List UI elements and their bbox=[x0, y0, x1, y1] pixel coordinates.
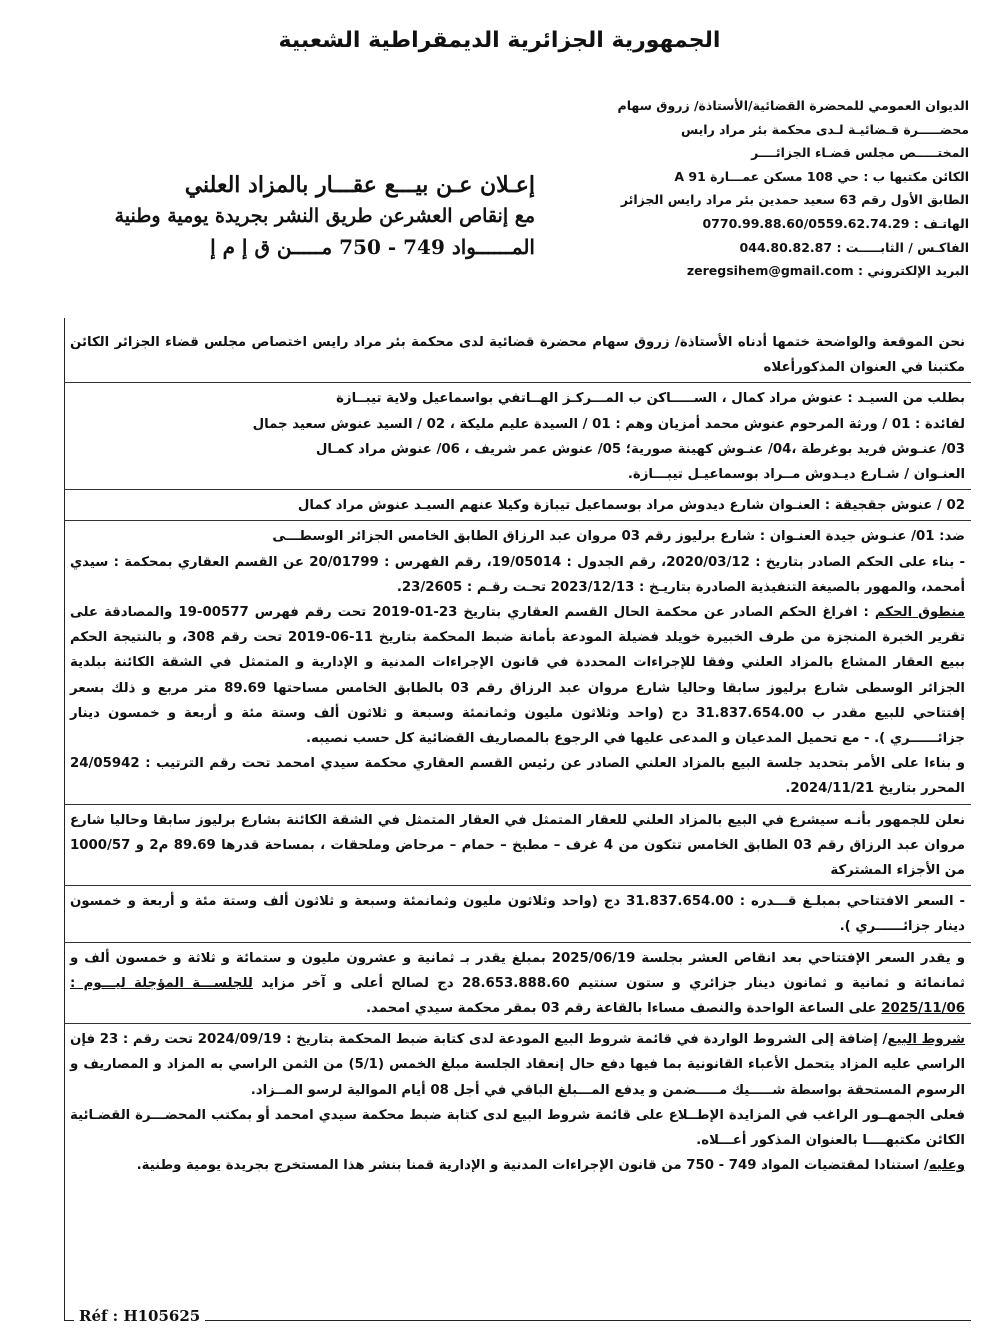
reduced-price-paragraph bbox=[70, 946, 965, 1022]
divider bbox=[64, 520, 971, 521]
divider bbox=[64, 489, 971, 490]
conditions-text: / إضافة إلى الشروط الواردة في قائمة شروط البيع المودعة لدى كتابة ضبط المحكمة بتاريخ : 2024/09/19 تحت رقم : 23 فإن الراسي عليه المزاد يتحمل الأعباء القانونية بما فيها دفع حال إنعقاد الجلسة مبلغ الخمس (5/1) من الثمن الراسي به المزاد و المصاريف و الرسوم المستحقة بواسطة شـــــيك مـــــضمن و يدفع المـــبلغ الباقي في أجل 08 أيام الموالية لرسو المــزاد. bbox=[70, 1032, 965, 1098]
divider bbox=[64, 942, 971, 943]
bailiff-office-block bbox=[549, 94, 969, 283]
announcement-title bbox=[95, 170, 535, 263]
fax-value: 044.80.82.87 bbox=[739, 239, 833, 255]
reference-number: Réf : H105625 bbox=[74, 1307, 205, 1325]
ruling-text: : افراغ الحكم الصادر عن محكمة الحال القسم العقاري بتاريخ 23-01-2019 تحت رقم فهرس 00577-19 والمصادقة على تقرير الخبرة المنجزة من طرف الخبيرة خويلد فضيلة المودعة بأمانة ضبط المحكمة بتاريخ 11-06-2019 تحت رقم 308، و بالنتيجة الحكم ببيع العقار المشاع بالمزاد العلني وفقا للإجراءات المحددة في قانون الإجراءات المدنية و الإدارية و المتمثل في الشقة الكائنة ببلدية الجزائر الوسطى شارع برليوز سابقا وحاليا شارع مروان عبد الرزاق رقم 03 بالطابق الخامس مساحتها 89.69 متر مربع و ذلك بسعر إفتتاحي للبيع مقدر ب 31.837.654.00 دج (واحد وثلاثون مليون وثمانمئة وسبعة و ثلاثون ألف وستة مئة و أربعة و خمسون دينار جزائــــــري ). - مع تحميل المدعيان و المدعى عليها في الرجوع بالمصاريف القضائية كل حسب نصيبه. bbox=[70, 605, 966, 747]
office-line: المختـــــص مجلس قضـاء الجزائــــر bbox=[751, 145, 969, 161]
conditions-paragraph bbox=[70, 1027, 965, 1103]
second-beneficiary-line: 02 / عنوش جقجيقة : العنـوان شارع ديدوش مراد بوسماعيل تيبازة وكيلا عنهم السيـد عنوش مراد كمال bbox=[297, 498, 965, 514]
announcement-body bbox=[70, 330, 965, 1179]
page-border-left bbox=[64, 318, 65, 1320]
order-paragraph: و بناءا على الأمر بتحديد جلسة البيع بالمزاد العلني الصادر عن رئيس القسم العقاري محكمة سيدي امحمد تحت رقم الترتيب : 24/05942 المحرر بتاريخ 2024/11/21. bbox=[70, 756, 965, 797]
beneficiary-line: لفائدة : 01 / ورثة المرحوم عنوش محمد أمزيان وهم : 01 / السيدة عليم مليكة ، 02 / السيد عنوش سعيد جمال bbox=[252, 416, 965, 432]
reduced-price-text: و يقدر السعر الإفتتاحي بعد انقاص العشر بجلسة 2025/06/19 بمبلغ يقدر بـ ثمانية و عشرون مليون و ستمائة و ثلاثة و خمسون ألف و ثمانمائة و ثمانية و ثمانون دينار جزائري و ستون سنتيم 28.653.888.60 دج لصالح أعلى و آخر مزايد bbox=[70, 950, 965, 991]
announcement-line-1: إعـلان عـن بيـــع عقـــار بالمزاد العلني bbox=[184, 172, 535, 198]
against-line: ضد: 01/ عنـوش جيدة العنـوان : شارع برليوز رقم 03 مروان عبد الرزاق الطابق الخامس الجزائر الوسطـــى bbox=[272, 529, 965, 545]
notice-paragraph: نعلن للجمهور بأنـه سيشرع في البيع بالمزاد العلني للعقار المتمثل في العقار المتمثل في الشقة الكائنة بشارع برليوز سابقا وحاليا شارع مروان عبد الرزاق رقم 03 الطابق الخامس تتكون من 4 غرف – مطبخ – حمام – مرحاض وملحقات ، بمساحة قدرها 89.69 م2 و 1000/57 من الأجزاء المشتركة bbox=[70, 812, 965, 879]
address-line: العنـوان / شـارع ديـدوش مــراد بوسماعيـل تيبـــازة. bbox=[627, 467, 965, 483]
email-value: zeregsihem@gmail.com bbox=[686, 263, 854, 279]
email-label: البريد الإلكتروني : bbox=[857, 263, 969, 279]
office-phone bbox=[549, 212, 969, 236]
republic-header: الجمهورية الجزائرية الديمقراطية الشعبية bbox=[278, 28, 721, 53]
office-line: محضـــــرة قـضائيـة لـدى محكمة بئر مراد رايس bbox=[680, 121, 969, 137]
office-fax bbox=[549, 236, 969, 260]
ruling-paragraph bbox=[70, 600, 965, 751]
phone-value: 0770.99.88.60/0559.62.74.29 bbox=[702, 215, 910, 231]
session-details: على الساعة الواحدة والنصف مساءا بالقاعة رقم 03 بمقر محكمة سيدي امحمد. bbox=[366, 1001, 882, 1017]
final-text: / استنادا لمقتضيات المواد 749 - 750 من قانون الإجراءات المدنية و الإدارية قمنا بنشر هذا المستخرج بجريدة يومية وطنية. bbox=[136, 1158, 929, 1174]
intro-paragraph: نحن الموقعة والواضحة ختمها أدناه الأستاذة/ زروق سهام محضرة قضائية لدى محكمة بئر مراد رايس اختصاص مجلس قضاء الجزائر الكائن مكتبنا في العنوان المذكورأعلاه bbox=[70, 335, 965, 376]
office-line: الكائن مكتبها ب : حي 108 مسكن عمـــارة A 91 bbox=[674, 168, 969, 184]
divider bbox=[64, 382, 971, 383]
divider bbox=[64, 885, 971, 886]
conditions-label: شروط البيع bbox=[887, 1032, 965, 1048]
fax-label: الفاكـس / الثابـــــت : bbox=[836, 239, 969, 255]
phone-label: الهاتـف : bbox=[913, 215, 969, 231]
public-paragraph: فعلى الجمهــور الراغب في المزايدة الإطــلاع على قائمة شروط البيع لدى كتابة ضبط محكمة سيدي امحمد أو بمكتب المحضـــرة القضـائية الكائن مكتبهــــا بالعنوان المذكور أعـــلاه. bbox=[70, 1107, 965, 1149]
office-email bbox=[549, 259, 969, 283]
office-line: الطابق الأول رقم 63 سعيد حمدين بئر مراد رايس الجزائر bbox=[620, 192, 969, 208]
announcement-line-3: المــــــواد 749 - 750 مـــــن ق إ م إ bbox=[210, 235, 535, 259]
final-label: وعليه bbox=[928, 1158, 965, 1174]
requester-line: بطلب من السيـد : عنوش مراد كمال ، الســـــاكن ب المـــركـز الهــاتفي بواسماعيل ولاية تيبــازة bbox=[336, 391, 965, 407]
announcement-line-2: مع إنقاص العشرعن طريق النشر بجريدة يومية وطنية bbox=[114, 205, 535, 227]
office-line: الديوان العمومي للمحضرة القضائية/الأستاذة/ زروق سهام bbox=[617, 98, 969, 113]
opening-price-paragraph: - السعر الافتتاحي بمبلـغ قـــدره : 31.837.654.00 دج (واحد وثلاثون مليون وثمانمئة وسبعة و ثلاثون ألف وستة مئة و أربعة و خمسون دينار جزائــــــري ). bbox=[70, 894, 966, 935]
ruling-label: منطوق الحكم bbox=[874, 605, 965, 621]
final-paragraph bbox=[70, 1153, 965, 1178]
divider bbox=[64, 1023, 971, 1024]
session-date: للجلســـة المؤجلة ليـــوم : 2025/11/06 bbox=[70, 975, 965, 1017]
based-on-paragraph: - بناء على الحكم الصادر بتاريخ : 2020/03/12، رقم الجدول : 19/05014، رقم الفهرس : 20/01799 عن القسم العقاري بمحكمة : سيدي أمحمد، والمهور بالصيغة التنفيذية الصادرة بتاريـخ : 2023/12/13 تحـت رقـم : 23/2605. bbox=[70, 554, 965, 595]
heirs-line: 03/ عنـوش فريد بوغرطة ،04/ عنـوش كهينة صورية؛ 05/ عنوش عمر شريف ، 06/ عنوش مراد كمـال bbox=[315, 441, 965, 457]
divider bbox=[64, 804, 971, 805]
